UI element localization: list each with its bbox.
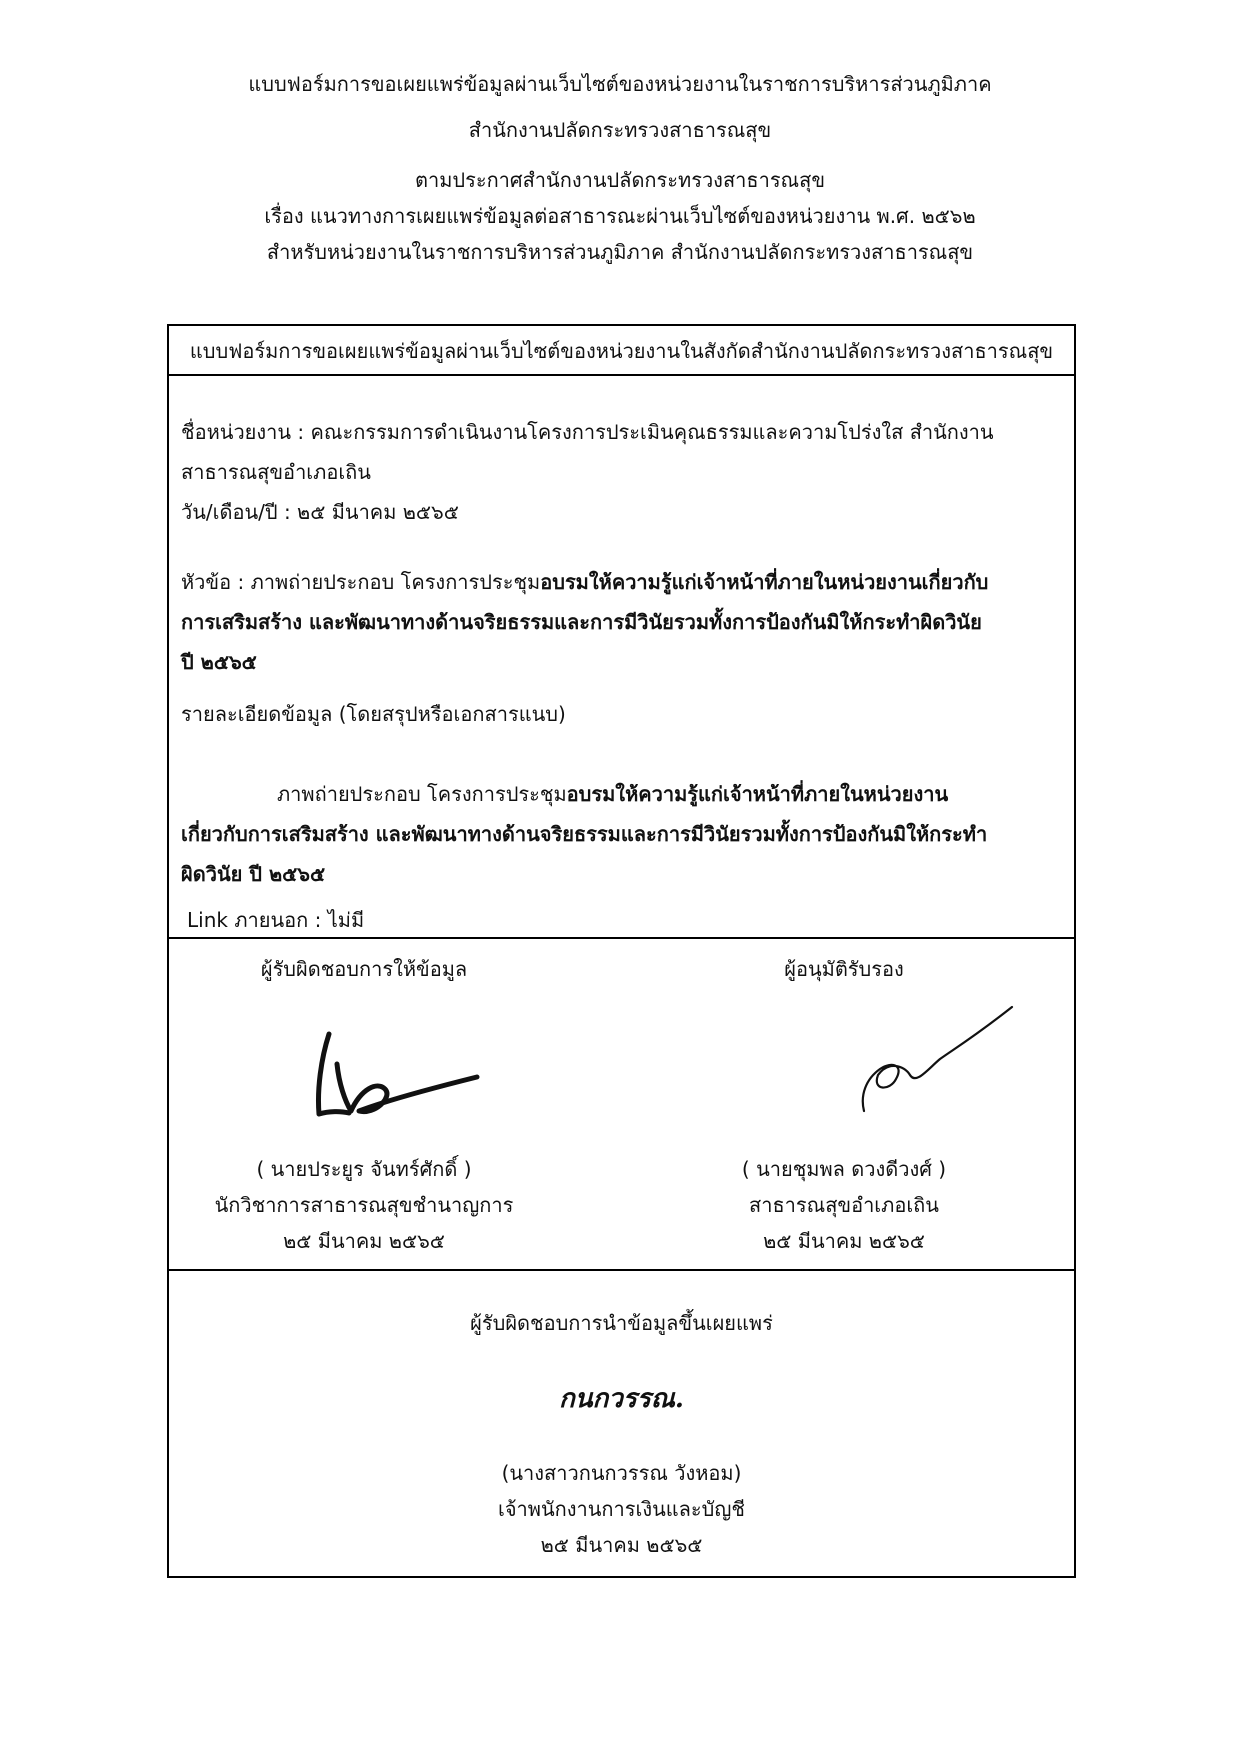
link-value: ไม่มี: [327, 908, 365, 932]
details-row: [181, 774, 1061, 814]
header-line-4: เรื่อง แนวทางการเผยแพร่ข้อมูลต่อสาธารณะผ่านเว็บไซต์ของหน่วยงาน พ.ศ. ๒๕๖๒: [264, 204, 976, 228]
left-signature-image: [289, 1019, 489, 1129]
left-name: ( นายประยูร จันทร์ศักดิ์ ): [256, 1157, 472, 1181]
right-date: ๒๕ มีนาคม ๒๕๖๕: [763, 1229, 925, 1253]
details-normal: ภาพถ่ายประกอบ โครงการประชุม: [277, 782, 567, 806]
agency-label: ชื่อหน่วยงาน :: [181, 420, 311, 444]
document-header: [0, 70, 1240, 274]
details-bold-1: อบรมให้ความรู้แก่เจ้าหน้าที่ภายในหน่วยงาน: [566, 782, 949, 806]
left-role: ผู้รับผิดชอบการให้ข้อมูล: [260, 957, 468, 981]
agency-row: [181, 412, 1061, 452]
topic-bold-2: การเสริมสร้าง และพัฒนาทางด้านจริยธรรมและการมีวินัยรวมทั้งการป้องกันมิให้กระทำผิดวินัย: [181, 610, 982, 634]
publisher-section: [169, 1271, 1074, 1576]
right-name: ( นายชุมพล ดวงดีวงศ์ ): [741, 1157, 947, 1181]
details-label: รายละเอียดข้อมูล (โดยสรุปหรือเอกสารแนบ): [181, 702, 566, 726]
topic-label: หัวข้อ :: [181, 570, 251, 594]
publication-form: [167, 324, 1076, 1578]
publisher-role: ผู้รับผิดชอบการนำข้อมูลขึ้นเผยแพร่: [470, 1311, 773, 1335]
right-signature-image: [844, 999, 1024, 1119]
right-position: สาธารณสุขอำเภอเถิน: [749, 1193, 939, 1217]
left-date: ๒๕ มีนาคม ๒๕๖๕: [283, 1229, 445, 1253]
link-row: [187, 900, 1067, 940]
header-line-5: สำหรับหน่วยงานในราชการบริหารส่วนภูมิภาค สำนักงานปลัดกระทรวงสาธารณสุข: [266, 240, 974, 264]
right-role: ผู้อนุมัติรับรอง: [784, 957, 904, 981]
publisher-date: ๒๕ มีนาคม ๒๕๖๕: [540, 1533, 703, 1557]
publisher-name: (นางสาวกนกวรรณ วังหอม): [501, 1461, 742, 1485]
topic-row: [181, 562, 1061, 602]
publisher-signature-image: กนกวรรณ.: [559, 1384, 684, 1414]
details-bold-2: เกี่ยวกับการเสริมสร้าง และพัฒนาทางด้านจริยธรรมและการมีวินัยรวมทั้งการป้องกันมิให้กระทำ: [181, 822, 988, 846]
header-line-2: สำนักงานปลัดกระทรวงสาธารณสุข: [468, 118, 772, 142]
approval-section: [169, 939, 1074, 1271]
form-title: แบบฟอร์มการขอเผยแพร่ข้อมูลผ่านเว็บไซต์ของหน่วยงานในสังกัดสำนักงานปลัดกระทรวงสาธารณสุข: [169, 326, 1074, 376]
date-row: [181, 492, 1061, 532]
agency-value-1: คณะกรรมการดำเนินงานโครงการประเมินคุณธรรมและความโปร่งใส สำนักงาน: [310, 420, 994, 444]
publisher-position: เจ้าพนักงานการเงินและบัญชี: [498, 1497, 745, 1521]
form-info-section: [169, 376, 1074, 939]
date-label: วัน/เดือน/ปี :: [181, 500, 298, 524]
topic-bold-3: ปี ๒๕๖๕: [181, 650, 257, 674]
topic-normal: ภาพถ่ายประกอบ โครงการประชุม: [250, 570, 541, 594]
left-position: นักวิชาการสาธารณสุขชำนาญการ: [214, 1193, 514, 1217]
details-bold-3: ผิดวินัย ปี ๒๕๖๕: [181, 862, 326, 886]
date-value: ๒๕ มีนาคม ๒๕๖๕: [297, 500, 459, 524]
link-label: Link ภายนอก :: [187, 908, 328, 932]
header-line-1: แบบฟอร์มการขอเผยแพร่ข้อมูลผ่านเว็บไซต์ของหน่วยงานในราชการบริหารส่วนภูมิภาค: [248, 72, 992, 96]
agency-value-2: สาธารณสุขอำเภอเถิน: [181, 460, 371, 484]
topic-bold-1: อบรมให้ความรู้แก่เจ้าหน้าที่ภายในหน่วยงานเกี่ยวกับ: [540, 570, 989, 594]
header-line-3: ตามประกาศสำนักงานปลัดกระทรวงสาธารณสุข: [414, 168, 825, 192]
